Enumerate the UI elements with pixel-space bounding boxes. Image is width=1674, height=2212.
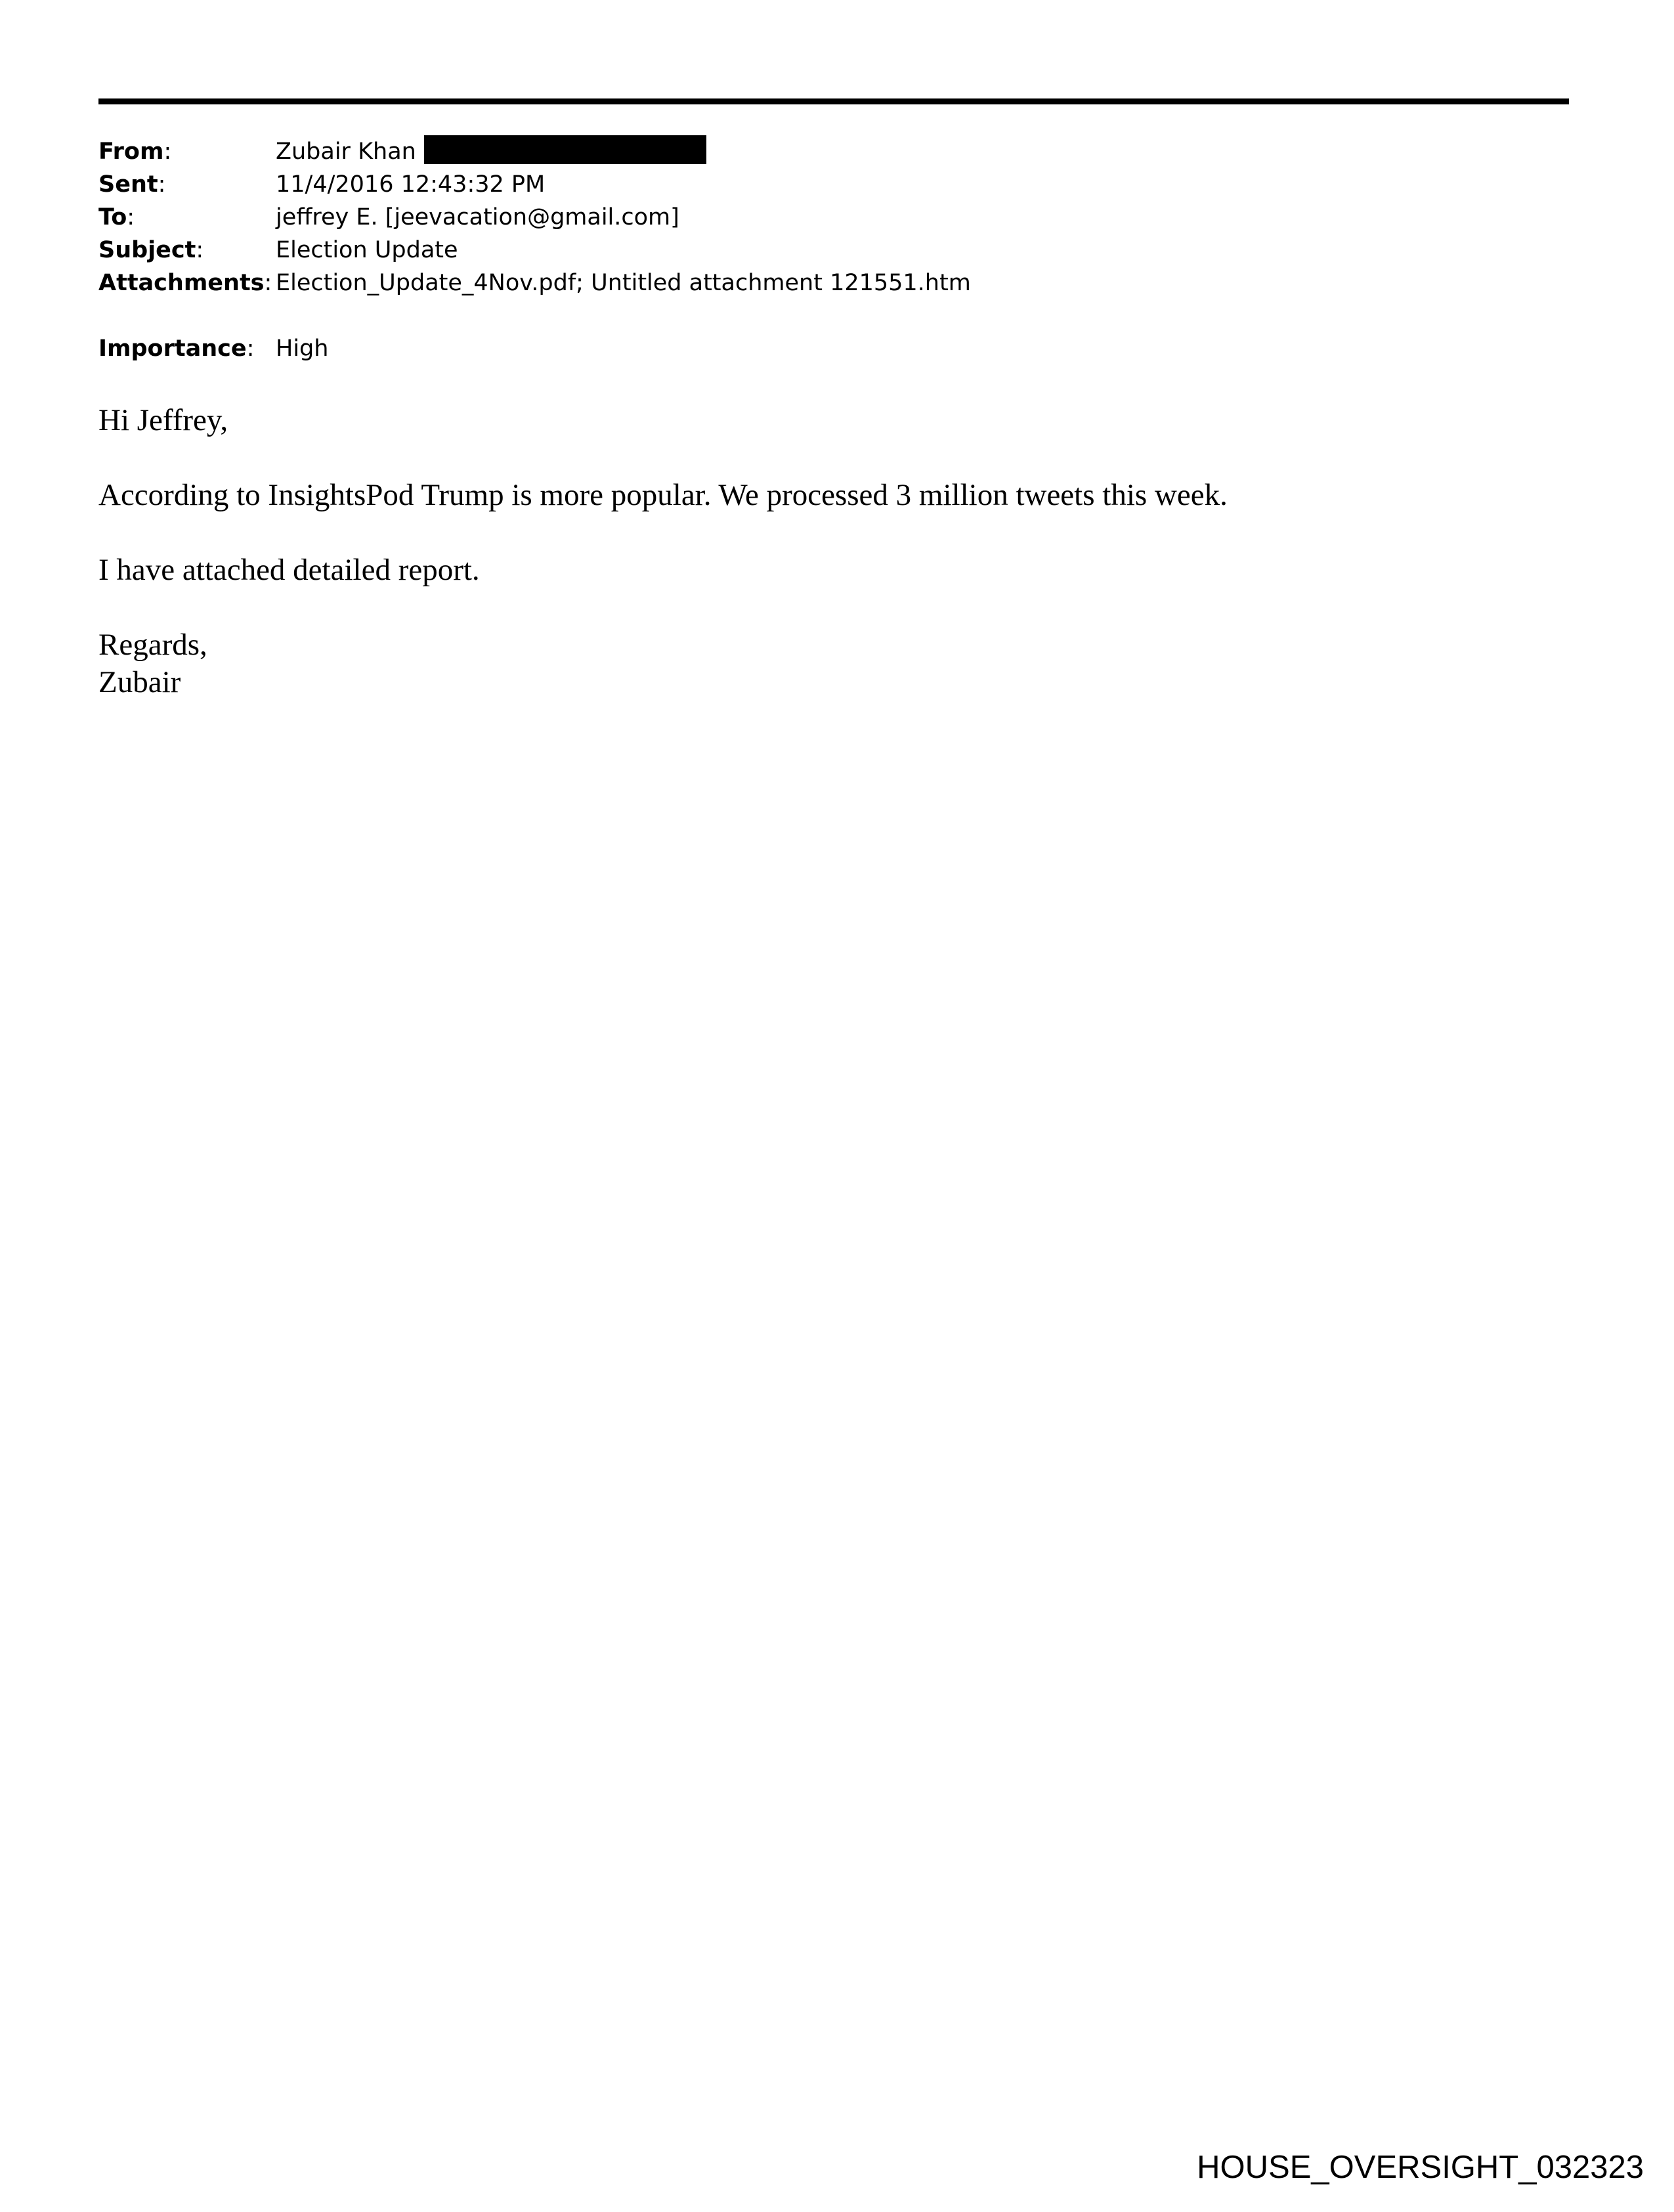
header-divider [98, 98, 1569, 104]
header-row-from [98, 135, 1569, 168]
header-row-sent [98, 168, 1569, 201]
bates-number: HOUSE_OVERSIGHT_032323 [1197, 2150, 1644, 2185]
header-label-to: To: [98, 204, 135, 230]
email-body [98, 402, 1569, 701]
header-label-attachments: Attachments: [98, 270, 272, 296]
header-value-to: jeffrey E. [jeevacation@gmail.com] [276, 204, 679, 230]
redaction-block [424, 135, 706, 164]
email-paragraph: According to InsightsPod Trump is more popular. We processed 3 million tweets this week. [98, 478, 1228, 512]
header-value-sent: 11/4/2016 12:43:32 PM [276, 171, 546, 198]
header-value-attachments: Election_Update_4Nov.pdf; Untitled attachment 121551.htm [276, 270, 971, 296]
header-row-importance [98, 332, 1569, 365]
email-paragraph: I have attached detailed report. [98, 553, 480, 587]
header-label-importance: Importance: [98, 336, 255, 362]
sender-name: Zubair Khan [276, 139, 416, 165]
header-value-from [276, 135, 1569, 168]
header-row-attachments [98, 267, 1569, 299]
header-label-subject: Subject: [98, 237, 204, 263]
email-greeting: Hi Jeffrey, [98, 403, 228, 437]
email-header [98, 135, 1569, 365]
header-label-sent: Sent: [98, 171, 166, 198]
header-value-subject: Election Update [276, 237, 458, 263]
email-closing: Regards, [98, 628, 207, 662]
header-value-importance: High [276, 336, 329, 362]
header-row-subject [98, 234, 1569, 267]
header-row-to [98, 201, 1569, 234]
header-label-from: From: [98, 139, 172, 165]
email-signature: Zubair [98, 665, 181, 699]
